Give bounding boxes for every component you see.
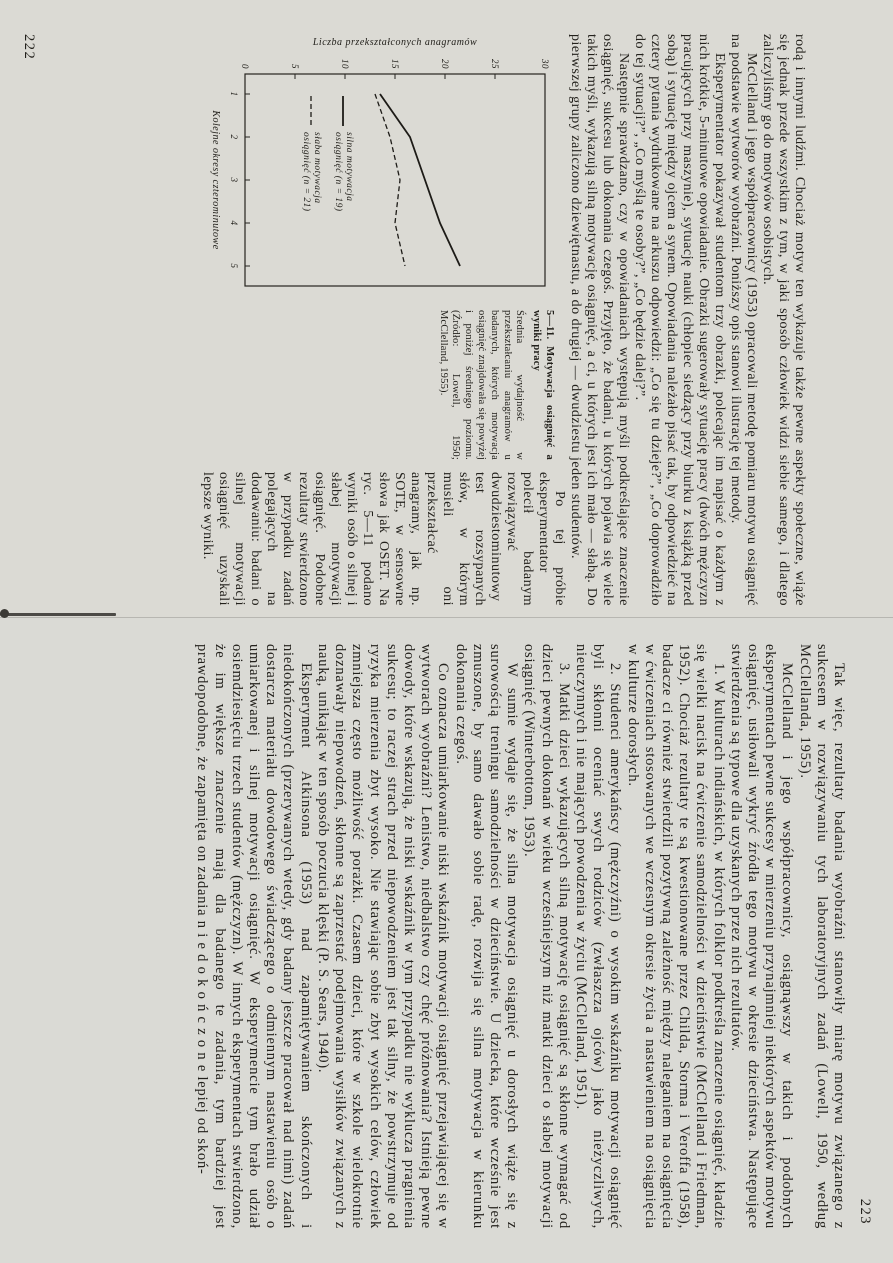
paragraph: 2. Studenci amerykańscy (mężczyźni) o wysokim wskaźniku motywacji osiągnięć byli skłonni oceniać swych rodziców (zwłaszcza ojców) jako nieżyczliwych, nieuczynnych i nie mających powodzenia w życiu (McClelland, 1951). <box>572 644 624 1229</box>
page-seam-line <box>0 617 893 618</box>
figure-caption <box>203 310 555 460</box>
figure-5-11 <box>203 34 559 460</box>
paragraph: McClelland i jego współpracownicy (1953) opracowali metodę pomiaru motywu osiągnięć na podstawie wytworów wyobraźni. Poniższy opis stanowi ilustrację tej metody. <box>728 34 759 606</box>
figure-caption-number: 5—11. <box>544 310 555 340</box>
paragraph: McClelland i jego współpracownicy, osiągnąwszy w takich i podobnych eksperymentach pewne sukcesy w mierzeniu przynajmniej niektórych aspektów motywu osiągnięć, usiłowali wykryć źródła tego motywu w okresie dzieciństwa. Następujące stwierdzenia są typowe dla uzyskanych przez nich rezultatów. <box>727 644 796 1229</box>
svg-text:5: 5 <box>290 64 300 69</box>
svg-text:silna motywacjaosiągnięć (n =: silna motywacjaosiągnięć (n = 19) <box>333 132 354 212</box>
figure-caption-body: Średnia wydajność w przekształcaniu anagramów u badanych, których motywacja osiągnięć znajdowała się powyżej i poniżej średniego poziomu. (Źródło: Lowell, 1950; McClelland, 1955). <box>437 310 526 460</box>
paragraph: 1. W kulturach indiańskich, w których folklor podkreśla znaczenie osiągnięć, kładzie się wielki nacisk na ćwiczenie samodzielności w dzieciństwie (McClelland i Friedman, 1952). Chociaż rezultaty te są kwestionowane przez Childa, Storma i Veroffa (1958), badacze ci również stwierdzili pozytywną zależność między naleganiem na osiągnięcia w ćwiczeniach stosowanych we wczesnym okresie życia a nastawieniem na osiągnięcia w kulturze dorosłych. <box>624 644 727 1229</box>
figure-caption-title: Motywacja osiągnięć a wyniki pracy <box>531 310 555 460</box>
page-seam <box>0 613 116 616</box>
paragraph: Następnie sprawdzano, czy w opowiadaniach występują myśli podkreślające znaczenie osiągnięć, sukcesu lub dokonania czegoś. Przyjęto, że badani, u których pojawia się wiele takich myśli, wykazują silną motywację osiągnięć, a ci, u których jest ich mało — słabą. Do pierwszej grupy zaliczono dziewiętnastu, a do drugiej — dwudziestu jeden studentów. <box>568 34 631 606</box>
paragraph: 3. Matki dzieci wykazujących silną motywację osiągnięć są skłonne wymagać od dzieci pewnych dokonań w wieku wcześniejszym niż matki dzieci o słabej motywacji osiągnięć (Winterbottom, 1953). <box>521 644 572 1229</box>
page-number-222: 222 <box>21 34 37 61</box>
svg-text:15: 15 <box>390 59 400 69</box>
paragraph: W sumie wydaje się, że silna motywacja osiągnięć u dorosłych wiąże się z surowością treningu samodzielności w dzieciństwie. U dziecka, które wcześnie jest zmuszone, by samo dawało sobie radę, rozwija się silna motywacja w kierunku dokonania czegoś. <box>452 644 521 1229</box>
svg-text:Liczba przekształconych anagra: Liczba przekształconych anagramów <box>312 37 478 48</box>
svg-text:20: 20 <box>440 59 450 69</box>
paragraph: rodą i innymi ludźmi. Chociaż motyw ten wykazuje także pewne aspekty społeczne, wiąże się jednak przede wszystkim z tym, w jaki sposób człowiek widzi siebie samego, i dlatego zaliczyliśmy go do motywów osobistych. <box>760 34 807 606</box>
svg-text:4: 4 <box>229 220 239 226</box>
paragraph: Eksperymentator pokazywał studentom trzy obrazki, polecając im napisać o każdym z nich krótkie, 5-minutowe opowiadanie. Obrazki sugerowały sytuację pracy (dwóch mężczyzn pracujących przy maszynie), sytuację nauki (chłopiec siedzący przy biurku z książką przed sobą) i sytuację między ojcem a synem. Opowiadania należało pisać tak, by odpowiedzieć na cztery pytania wydrukowane na arkuszu odpowiedzi: „Co się tu dzieje?”, „Co doprowadziło do tej sytuacji?”, „Co myślą te osoby?”, „Co będzie dalej?”. <box>632 34 727 606</box>
page-223-text-block <box>193 618 893 1263</box>
page-number-223: 223 <box>857 1198 873 1225</box>
paragraph: Tak więc, rezultaty badania wyobraźni stanowiły miarę motywu związanego z sukcesem w rozwiązywaniu tych laboratoryjnych zadań (Lowell, 1950, według McClellanda, 1955). <box>796 644 847 1229</box>
page-223 <box>0 618 893 1263</box>
paragraph: Eksperyment Atkinsona (1953) nad zapamiętywaniem skończonych i niedokończonych (przerywanych wtedy, gdy badany jeszcze pracował nad nimi) zadań dostarcza materiału dowodowego świadczącego o odmiennym nastawieniu osób o umiarkowanej i silnej motywacji osiągnięć. W eksperymencie tym brało udział osiemdziesięciu trzech studentów (mężczyzn). W innych eksperymentach stwierdzono, że im większe znaczenie mają dla badanego te zadania, tym bardziej jest prawdopodobne, że zapamięta on zadania n i e d o k o ń c z o n e lepiej od skoń- <box>194 644 314 1229</box>
achievement-line-chart <box>203 34 559 300</box>
svg-text:1: 1 <box>229 91 239 97</box>
paragraph: Po tej próbie eksperymentator polecił badanym rozwiązywać dwudziestominutowy test rozsypanych słów, w którym musieli oni przekształcać anagramy, jak np. SOTE, w sensowne słowa jak OSET. Na ryc. 5—11 podano wyniki osób o silnej i słabej motywacji osiągnięć. Podobne rezultaty stwierdzono w przypadku zadań polegających na dodawaniu: badani o silnej motywacji osiągnięć uzyskali lepsze wyniki. <box>200 472 567 606</box>
page-222 <box>0 0 893 618</box>
figure-caption-heading <box>529 310 555 460</box>
svg-text:3: 3 <box>229 177 239 183</box>
svg-text:10: 10 <box>340 59 350 69</box>
svg-text:Kolejne okresy czterominutowe: Kolejne okresy czterominutowe <box>210 110 221 250</box>
page-222-text-block <box>199 0 893 618</box>
page-seam-mark <box>0 609 9 618</box>
svg-text:30: 30 <box>540 59 550 69</box>
paragraph: Co oznacza umiarkowanie niski wskaźnik motywacji osiągnięć przejawiającej się w wytworach wyobraźni? Lenistwo, niedbalstwo czy chęć próżnowania? Istnieją pewne dowody, które wskazują, że niski wskaźnik w tym przypadku nie wyklucza pragnienia sukcesu; to raczej strach przed niepowodzeniem jest tak silny, że powstrzymuje od ryzyka mierzenia zbyt wysoko. Nie stawiając sobie zbyt wysokich celów, człowiek zmniejsza często możliwość porażki. Czasem dzieci, które w szkole wielokrotnie doznawały niepowodzeń, skłonne są zaprzestać podejmowania wysiłków związanych z nauką, unikając w ten sposób poczucia klęski (P. S. Sears, 1940). <box>314 644 452 1229</box>
svg-text:2: 2 <box>229 134 239 140</box>
svg-text:słaba motywacjaosiągnięć (n =: słaba motywacjaosiągnięć (n = 21) <box>301 132 322 212</box>
svg-text:25: 25 <box>490 59 500 69</box>
svg-text:5: 5 <box>229 263 239 269</box>
svg-text:0: 0 <box>240 64 250 69</box>
